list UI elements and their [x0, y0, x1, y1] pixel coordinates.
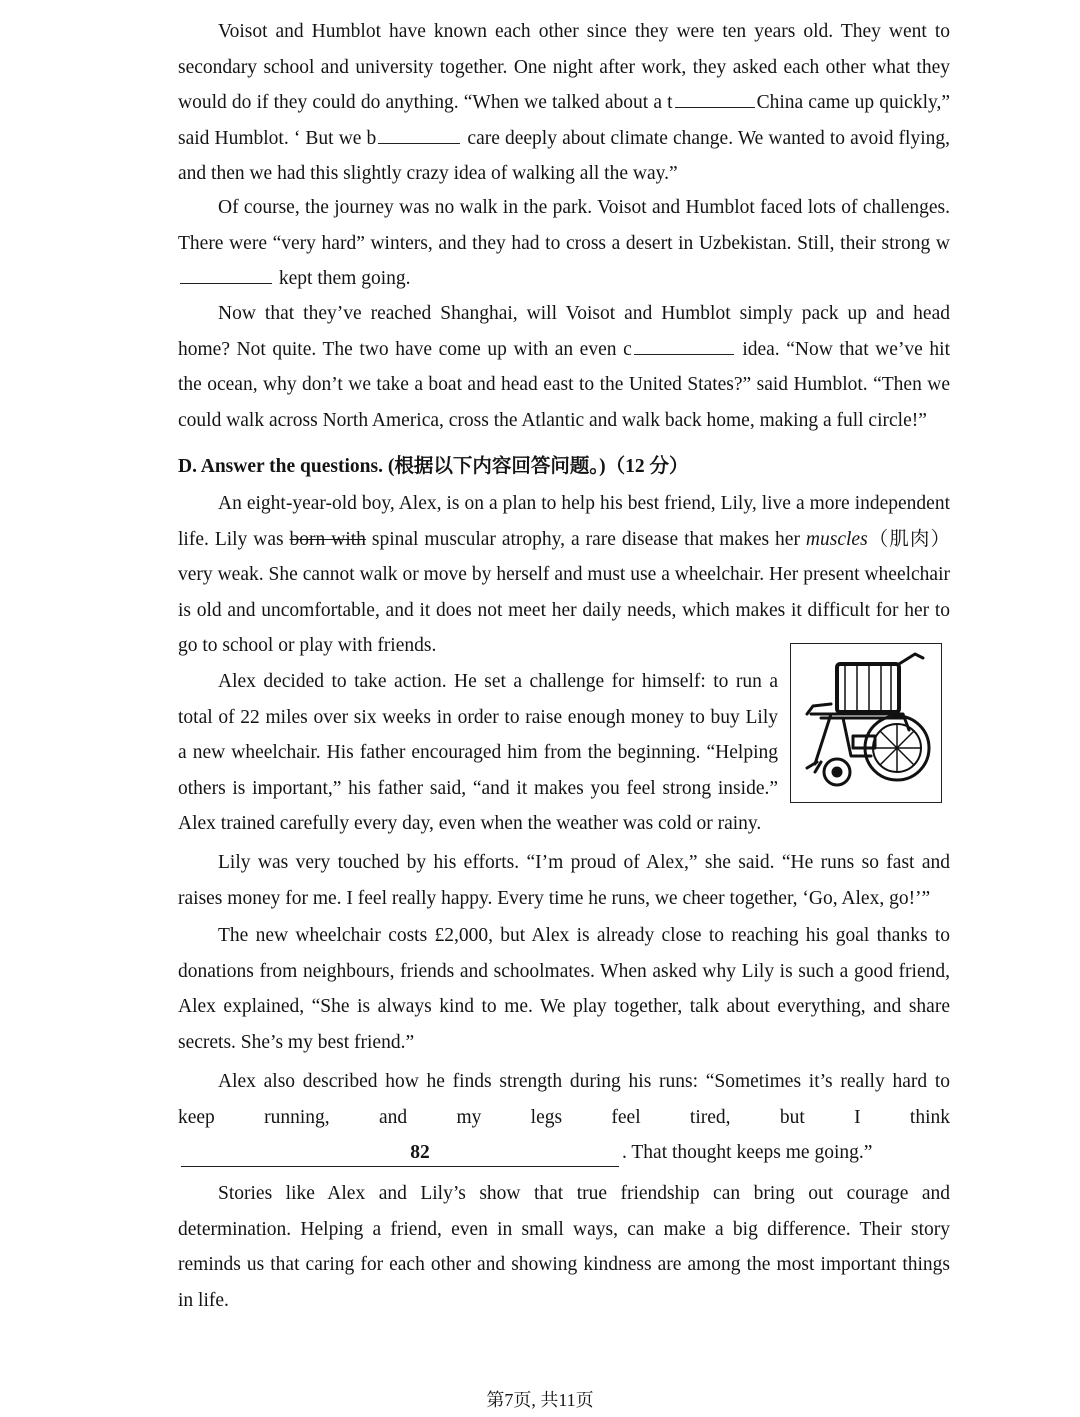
passage-c-paragraph-3: [178, 296, 950, 438]
section-d-paragraph-5: [178, 1064, 950, 1171]
section-d-paragraph-3: Lily was very touched by his efforts. “I’m proud of Alex,” she said. “He runs so fast and raises money for me. I feel really happy. Every time he runs, we cheer together, ‘Go, Alex, go!’”: [178, 852, 950, 909]
text-run: Of course, the journey was no walk in the park. Voisot and Humblot faced lots of challenges. There were “very hard” winters, and they had to cross a desert in Uzbekistan. Still, their strong w: [178, 197, 950, 254]
fill-blank-4[interactable]: [634, 336, 734, 355]
text-run: care deeply about climate change. We wanted to avoid flying, and then we had this slightly crazy idea of walking all the way.”: [178, 127, 951, 185]
text-run: Voisot and Humblot have known each other since they were ten years old. They went to secondary school and university together. One night after work, they asked each other what they would do if they could do anything. “When we talked about a t: [178, 21, 950, 114]
section-d-heading: D. Answer the questions. (根据以下内容回答问题。)（12 分）: [178, 456, 689, 477]
text-run: （肌肉）very weak. She cannot walk or move by herself and must use a wheelchair. Her present wheelchair is old and uncomfortable, and it does not meet her daily needs, which makes it difficult for her to go to school or play with friends.: [178, 528, 950, 657]
passage-c-paragraph-2: [178, 190, 950, 297]
question-number: 82: [410, 1142, 430, 1164]
italic-word: muscles: [805, 528, 868, 550]
text-run: China came up quickly,” said Humblot. ‘ But we b: [178, 92, 951, 149]
passage-c-paragraph-1: [178, 14, 950, 192]
section-d-paragraph-4: The new wheelchair costs £2,000, but Alex is already close to reaching his goal thanks to donations from neighbours, friends and schoolmates. When asked why Lily is such a good friend, Alex explained, “She is always kind to me. We play together, talk about everything, and share secrets. She’s my best friend.”: [178, 925, 950, 1053]
section-d-paragraph-6: Stories like Alex and Lily’s show that true friendship can bring out courage and determination. Helping a friend, even in small ways, can make a big difference. Their story reminds us that caring for each other and showing kindness are among the most important things in life.: [178, 1183, 950, 1311]
section-d-paragraph-2: Alex decided to take action. He set a challenge for himself: to run a total of 22 miles over six weeks in order to raise enough money to buy Lily a new wheelchair. His father encouraged him from the beginning. “Helping others is important,” his father said, “and it makes you feel strong inside.” Alex trained carefully every day, even when the weather was cold or rainy.: [178, 671, 778, 835]
text-run: kept them going.: [278, 268, 411, 290]
wheelchair-icon: [791, 644, 941, 802]
answer-blank-82[interactable]: [181, 1140, 619, 1167]
text-run: An eight-year-old boy, Alex, is on a plan to help his best friend, Lily, live a more independent life. Lily was: [178, 493, 950, 550]
text-run: . That thought keeps me going.”: [622, 1142, 873, 1164]
text-run: idea. “Now that we’ve hit the ocean, why don’t we take a boat and head east to the United States?” said Humblot. “Then we could walk across North America, cross the Atlantic and walk back home, making a full circle!”: [178, 338, 951, 431]
fill-blank-2[interactable]: [378, 125, 460, 144]
section-d-paragraph-1: [178, 486, 950, 664]
text-run: Alex also described how he finds strength during his runs: “Sometimes it’s really hard to keep running, and my legs feel tired, but I think: [178, 1071, 950, 1128]
fill-blank-1[interactable]: [675, 89, 755, 108]
page-number: 第7页, 共11页: [486, 1390, 594, 1410]
fill-blank-3[interactable]: [180, 265, 272, 284]
wheelchair-image: [790, 643, 942, 803]
struck-text: born with: [289, 528, 366, 550]
text-run: spinal muscular atrophy, a rare disease that makes her: [365, 528, 806, 550]
text-run: Now that they’ve reached Shanghai, will Voisot and Humblot simply pack up and head home? Not quite. The two have come up with an even c: [178, 303, 950, 360]
